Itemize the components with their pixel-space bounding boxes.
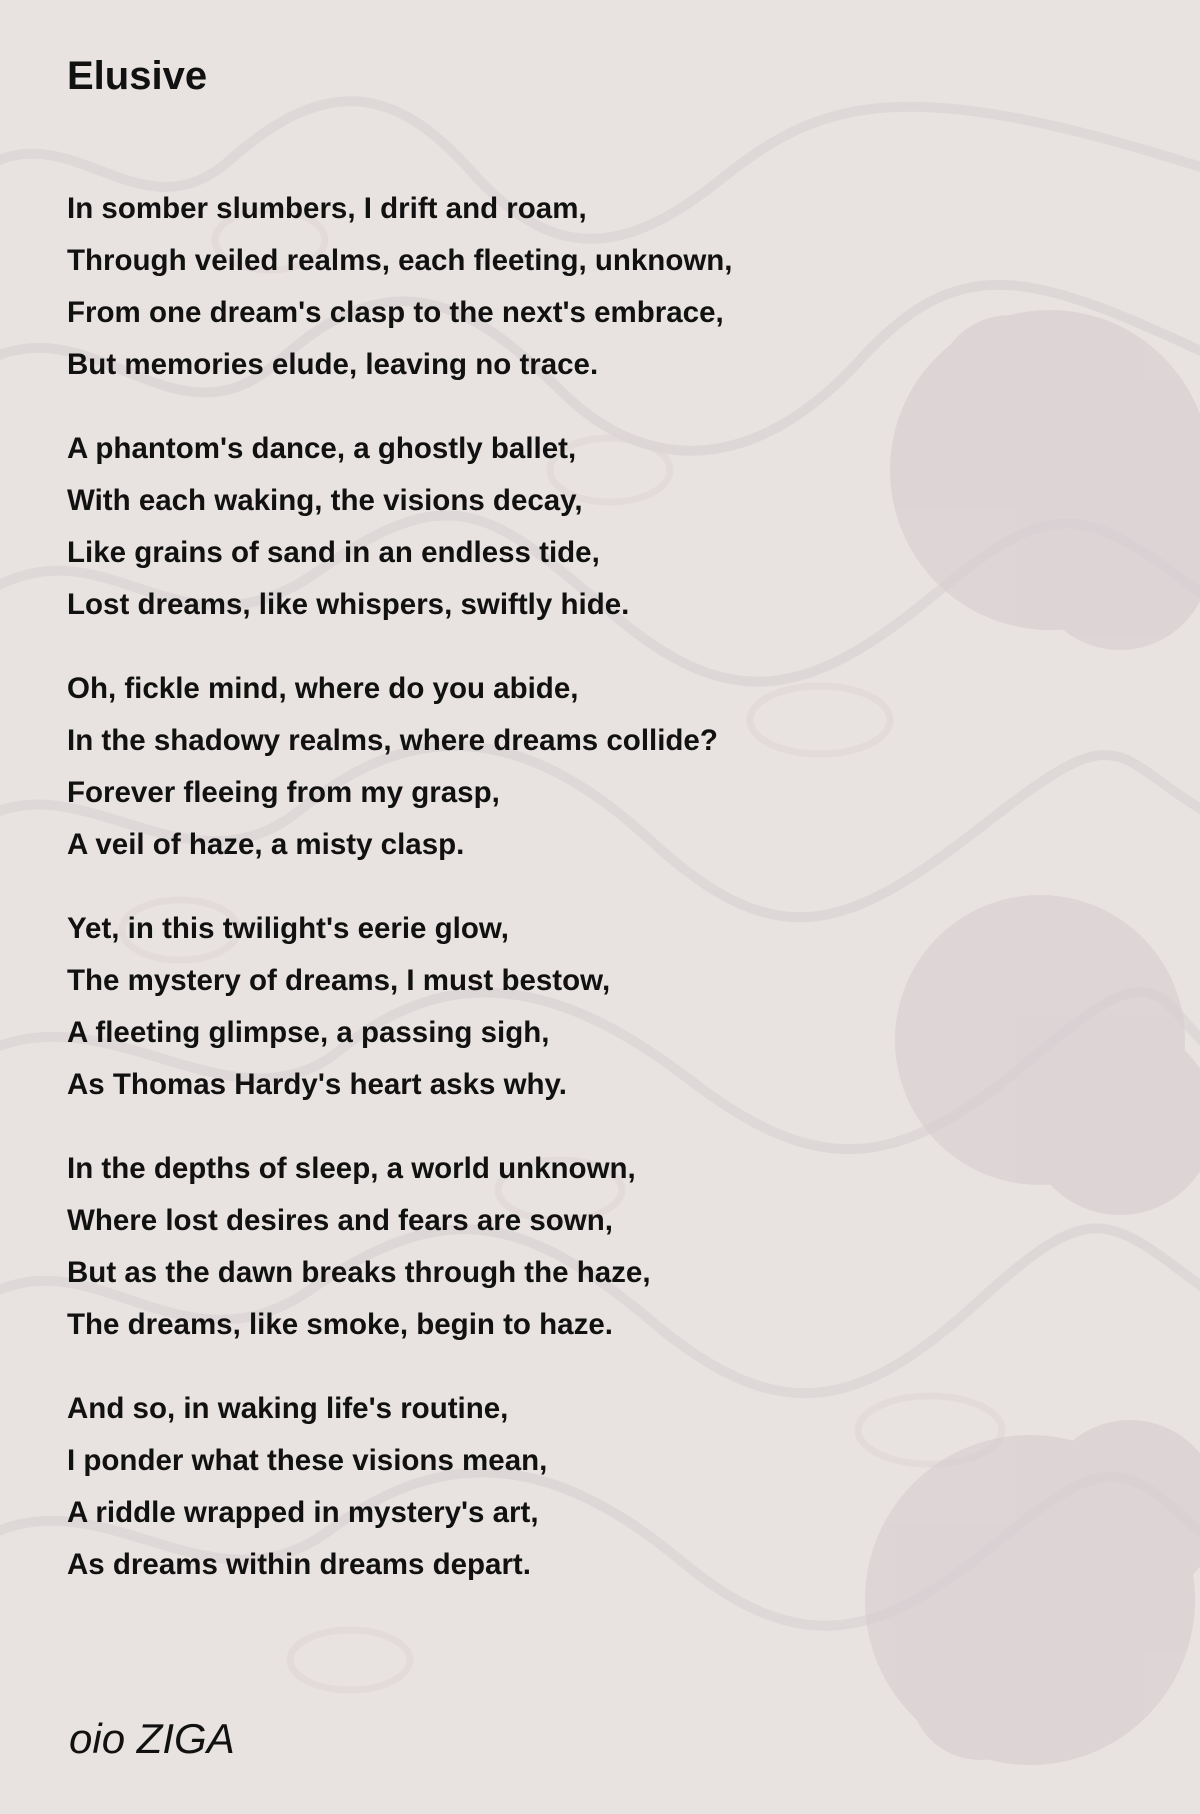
poem-line: In somber slumbers, I drift and roam,	[67, 192, 587, 225]
stanza-4	[67, 903, 1127, 1111]
poem-line: But memories elude, leaving no trace.	[67, 348, 599, 381]
poem-line: Forever fleeing from my grasp,	[67, 776, 500, 809]
poem-line: In the depths of sleep, a world unknown,	[67, 1152, 636, 1185]
poem-line: Through veiled realms, each fleeting, unknown,	[67, 244, 733, 277]
poem-line: With each waking, the visions decay,	[67, 484, 583, 517]
poem-line: Like grains of sand in an endless tide,	[67, 536, 600, 569]
poem-line: But as the dawn breaks through the haze,	[67, 1256, 651, 1289]
poem-line: In the shadowy realms, where dreams collide?	[67, 724, 718, 757]
poem-line: Yet, in this twilight's eerie glow,	[67, 912, 509, 945]
poem-page	[67, 46, 1127, 1643]
poem-line: The dreams, like smoke, begin to haze.	[67, 1308, 613, 1341]
poem-stanzas	[67, 183, 1127, 1591]
poem-line: From one dream's clasp to the next's embrace,	[67, 296, 724, 329]
poem-line: As dreams within dreams depart.	[67, 1548, 531, 1581]
poem-line: Where lost desires and fears are sown,	[67, 1204, 613, 1237]
poem-line: The mystery of dreams, I must bestow,	[67, 964, 611, 997]
poem-line: A veil of haze, a misty clasp.	[67, 828, 465, 861]
stanza-1	[67, 183, 1127, 391]
stanza-6	[67, 1383, 1127, 1591]
poem-line: I ponder what these visions mean,	[67, 1444, 548, 1477]
poem-author: oio ZIGA	[69, 1715, 235, 1762]
stanza-2	[67, 423, 1127, 631]
poem-line: A fleeting glimpse, a passing sigh,	[67, 1016, 550, 1049]
poem-line: A riddle wrapped in mystery's art,	[67, 1496, 539, 1529]
poem-title: Elusive	[67, 54, 208, 98]
poem-line: As Thomas Hardy's heart asks why.	[67, 1068, 567, 1101]
poem-line: A phantom's dance, a ghostly ballet,	[67, 432, 577, 465]
stanza-3	[67, 663, 1127, 871]
poem-line: And so, in waking life's routine,	[67, 1392, 509, 1425]
stanza-5	[67, 1143, 1127, 1351]
poem-line: Lost dreams, like whispers, swiftly hide.	[67, 588, 630, 621]
poem-line: Oh, fickle mind, where do you abide,	[67, 672, 579, 705]
